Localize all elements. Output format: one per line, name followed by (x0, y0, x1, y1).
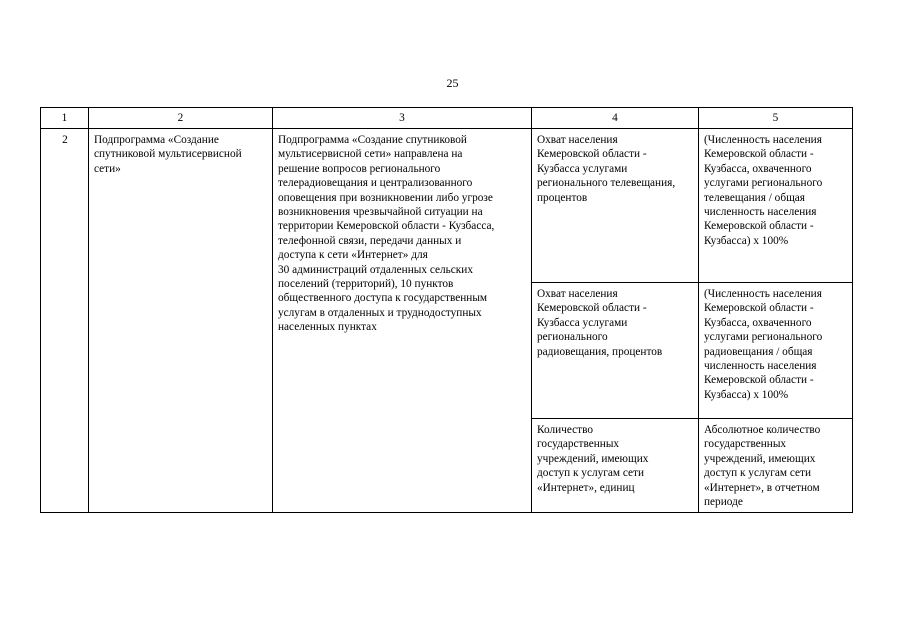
column-header-2: 2 (89, 108, 273, 129)
row-number: 2 (62, 134, 68, 146)
indicator-method-internet: Абсолютное количество государственных учреждений, имеющих доступ к услугам сети «Интернет», в отчетном периоде (704, 424, 821, 509)
indicator-name-internet: Количество государственных учреждений, имеющих доступ к услугам сети «Интернет», единиц (537, 424, 649, 494)
indicator-name-radio: Охват населения Кемеровской области - Кузбасса услугами регионального радиовещания, процентов (537, 288, 663, 358)
table-row (41, 129, 853, 283)
indicator-method-tv: (Численность населения Кемеровской области - Кузбасса, охваченного услугами регионального телевещания / общая численность населения Кемеровской области - Кузбасса) x 100% (704, 134, 823, 247)
page-number: 25 (446, 76, 459, 90)
column-header-4: 4 (532, 108, 699, 129)
subprogram-name: Подпрограмма «Создание спутниковой мультисервисной сети» (94, 134, 242, 175)
indicator-name-cell (532, 283, 699, 419)
row-number-cell (41, 129, 89, 513)
indicator-method-cell (699, 129, 853, 283)
indicator-name-tv: Охват населения Кемеровской области - Кузбасса услугами регионального телевещания, процентов (537, 134, 676, 204)
subprogram-name-cell (89, 129, 273, 513)
indicator-method-cell (699, 419, 853, 513)
table-header-row (41, 108, 853, 129)
indicator-name-cell (532, 419, 699, 513)
column-header-1: 1 (41, 108, 89, 129)
subprogram-description: Подпрограмма «Создание спутниковой мультисервисной сети» направлена на решение вопросов регионального телерадиовещания и централизованного оповещения при возникновении либо угрозе возникновения чрезвычайной ситуации на территории Кемеровской области - Кузбасса, телефонной связи, передачи данных и доступа к сети «Интернет» для 30 администраций отдаленных сельских поселений (территорий), 10 пунктов общественного доступа к государственным услугам в отдаленных и труднодоступных населенных пунктах (278, 134, 495, 334)
program-table (40, 107, 853, 513)
subprogram-description-cell (273, 129, 532, 513)
column-header-3: 3 (273, 108, 532, 129)
column-header-5: 5 (699, 108, 853, 129)
indicator-method-cell (699, 283, 853, 419)
indicator-name-cell (532, 129, 699, 283)
indicator-method-radio: (Численность населения Кемеровской области - Кузбасса, охваченного услугами регионального радиовещания / общая численность населения Кемеровской области - Кузбасса) x 100% (704, 288, 823, 401)
